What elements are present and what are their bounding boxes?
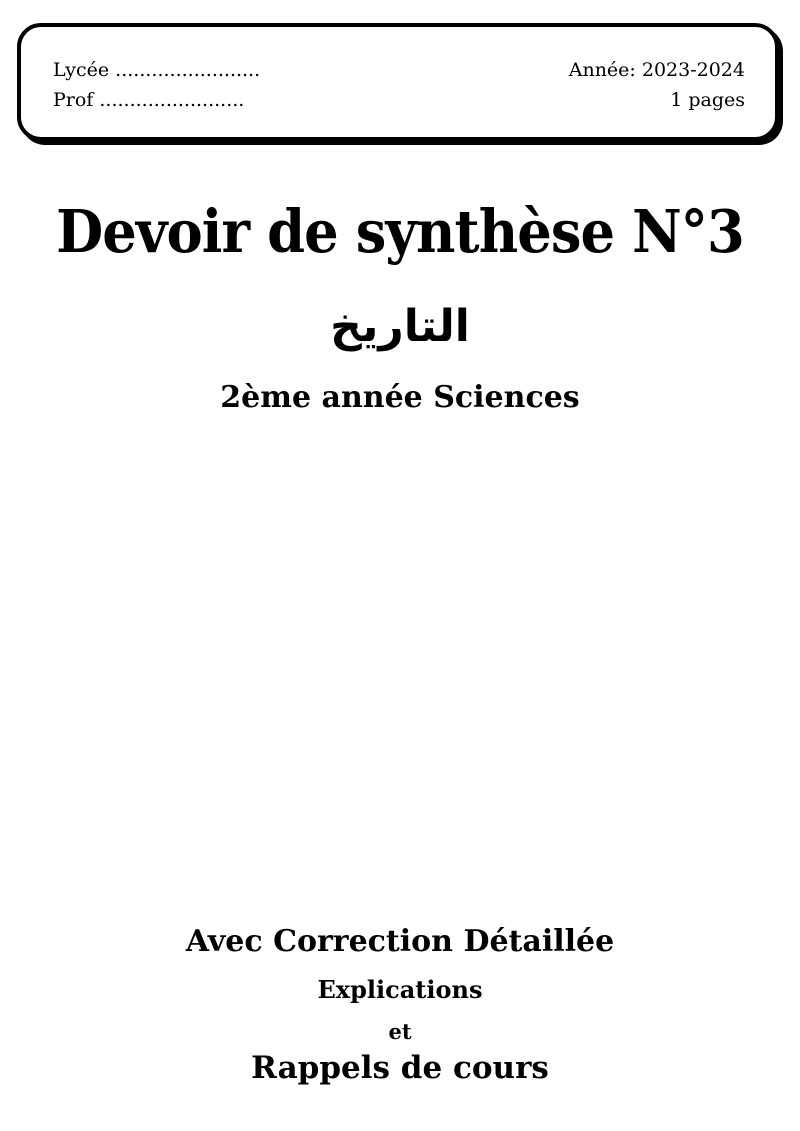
header-right-column [569,55,745,115]
footer-correction-line: Avec Correction Détaillée [185,924,615,959]
pages-count: 1 pages [670,89,745,111]
subject-title-arabic: التاريخ [330,301,470,352]
grade-level: 2ème année Sciences [220,380,580,415]
annee-value: Année: 2023-2024 [568,59,745,81]
lycee-field: Lycée ........................ [53,59,261,81]
header-left-column [53,55,260,115]
prof-field: Prof ........................ [53,89,245,111]
document-title: Devoir de synthèse N°3 [56,197,744,266]
footer-explications-line: Explications [317,975,483,1004]
footer-et-line: et [388,1019,412,1044]
footer-rappels-line: Rappels de cours [251,1050,549,1086]
header-box [17,23,779,141]
